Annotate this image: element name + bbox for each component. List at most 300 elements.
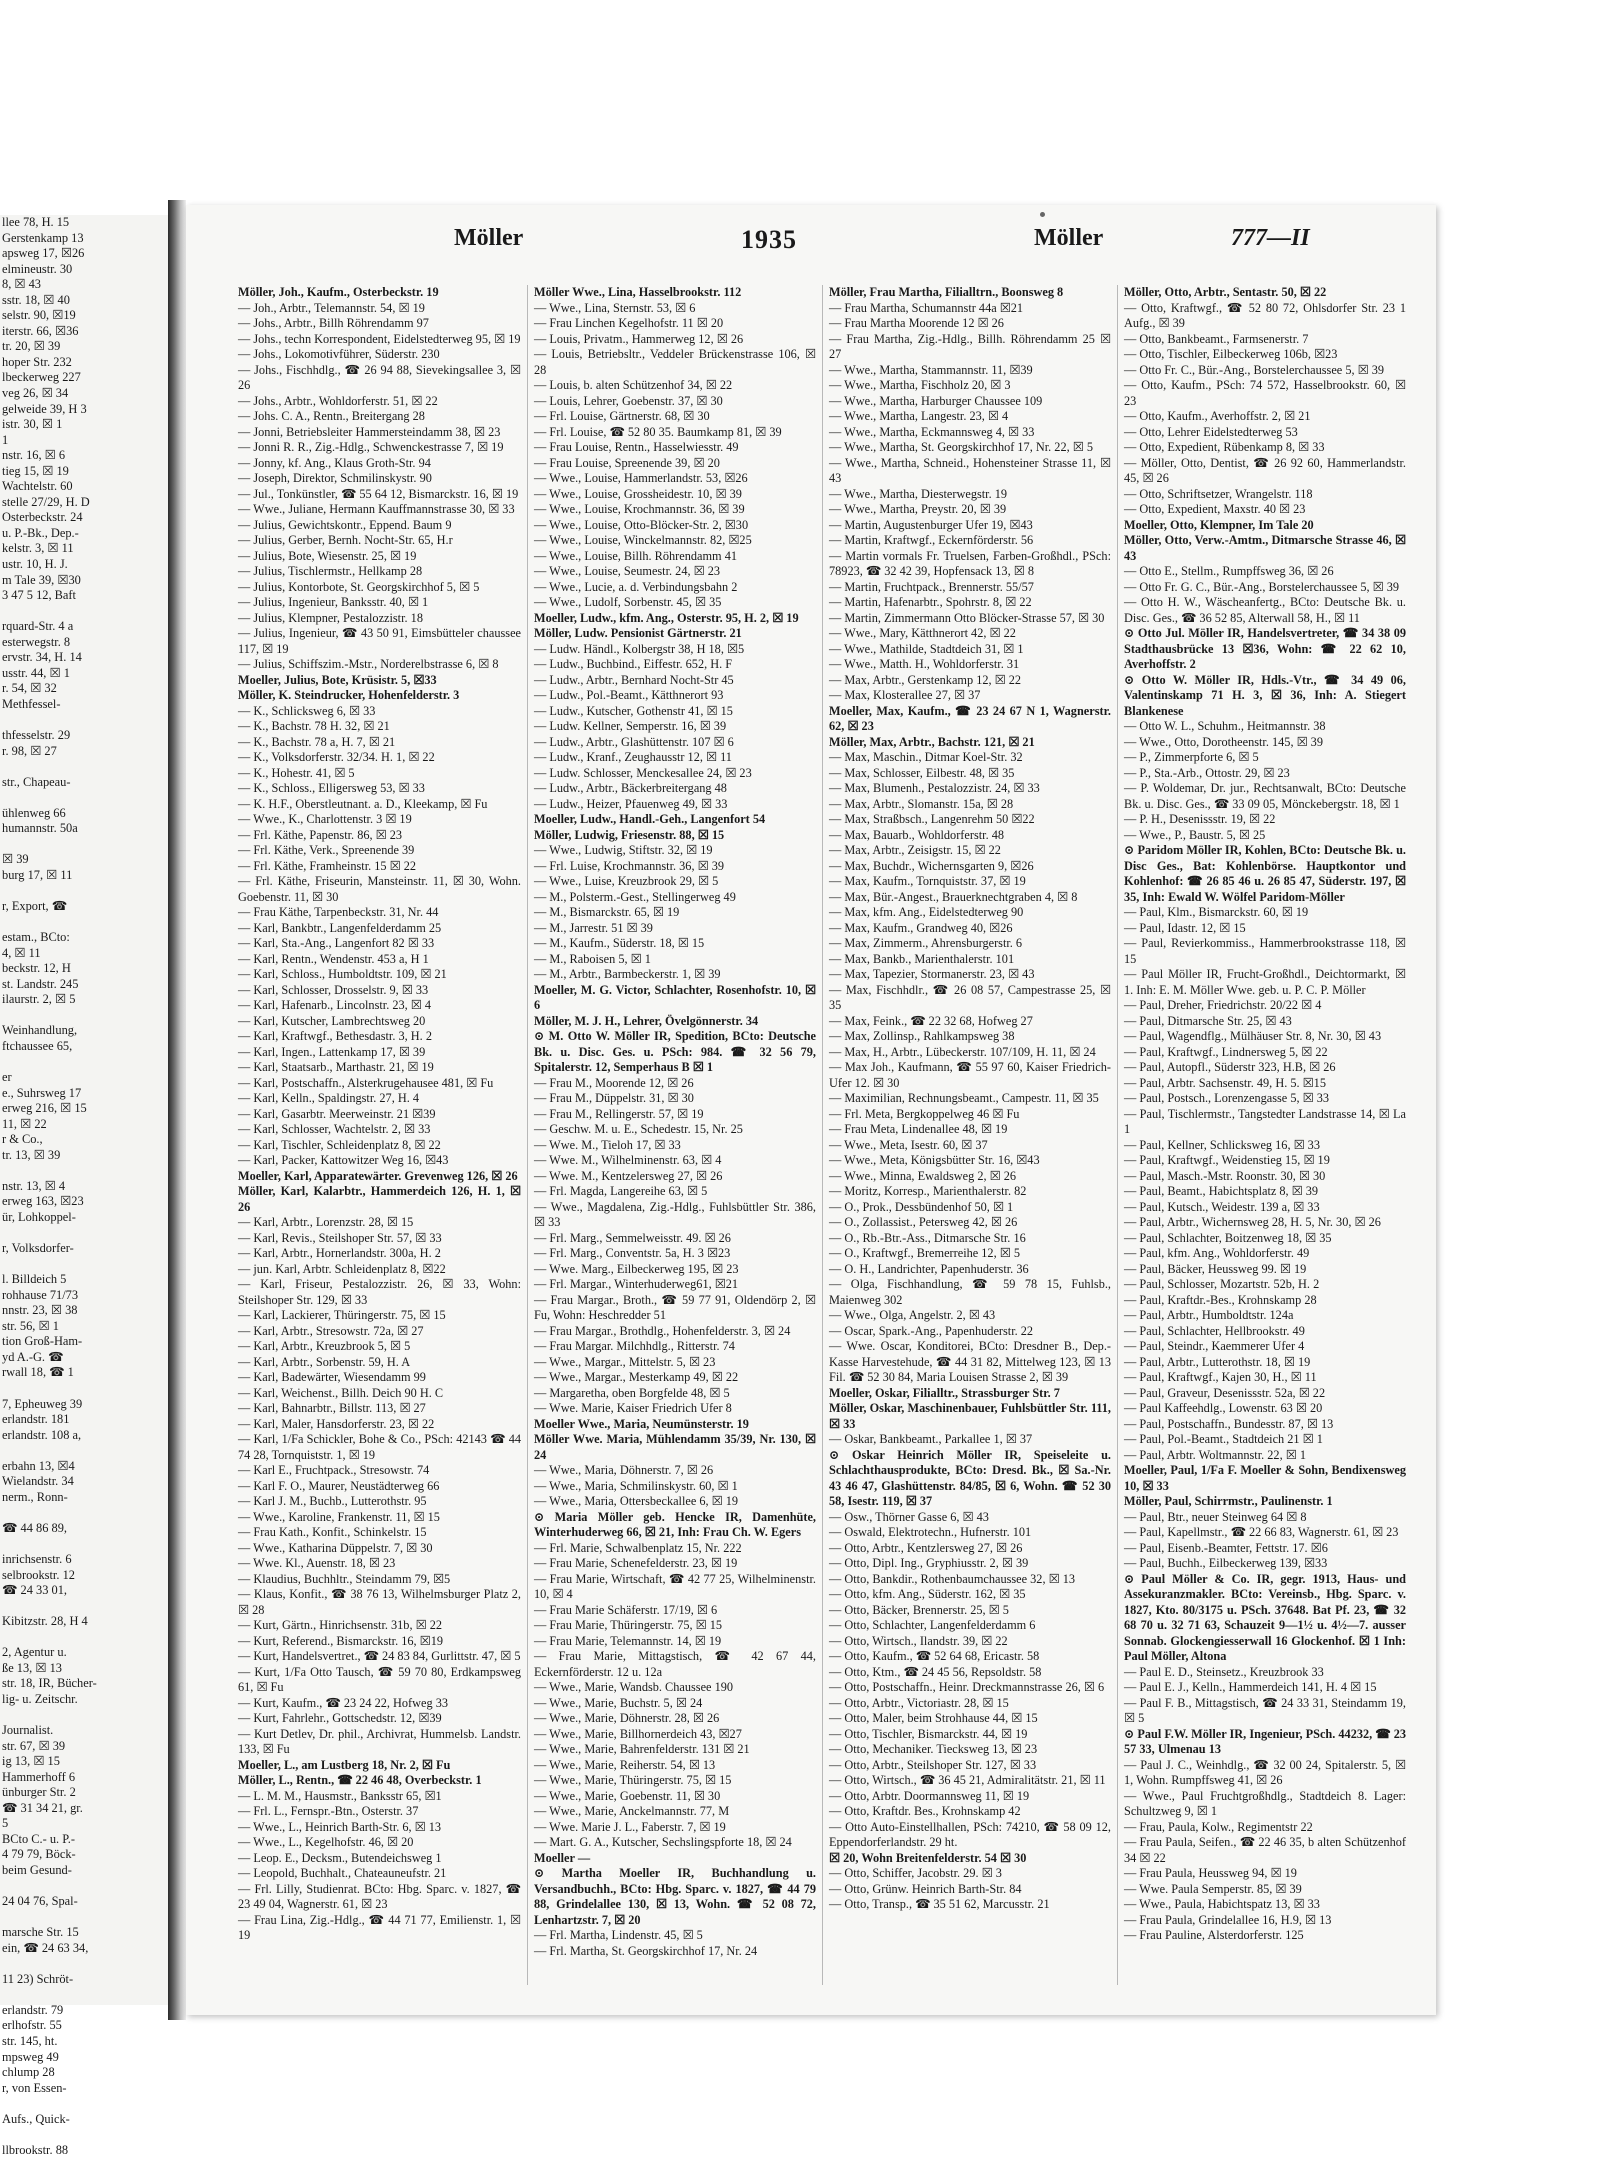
directory-entry: Moeller, Otto, Klempner, Im Tale 20 — [1124, 517, 1314, 532]
directory-entry: — Frau Louise, Rentn., Hasselwiesstr. 49 — [534, 440, 739, 454]
directory-entry: — Frau Paula, Grindelallee 16, H.9, ☒ 13 — [1124, 1912, 1332, 1927]
directory-entry: — Oscar, Spark.-Ang., Papenhuderstr. 22 — [829, 1323, 1034, 1338]
directory-entry: — Otto, Schlachter, Langenfelderdamm 6 — [829, 1618, 1036, 1632]
directory-entry: — M., Bismarckstr. 65, ☒ 19 — [534, 905, 680, 919]
directory-entry: — Frl. Luise, Krochmannstr. 36, ☒ 39 — [534, 858, 724, 873]
directory-entry: — Karl, Friseur, Pestalozzistr. 26, ☒ 33, Wohn: Steilshoper Str. 129, ☒ 33 — [238, 1277, 521, 1307]
directory-entry: — L. M. M., Hausmstr., Banksstr 65, ☒1 — [238, 1788, 442, 1803]
prev-page-line: selstr. 90, ☒19 — [2, 308, 76, 323]
directory-entry: — Frau Kath., Konfit., Schinkelstr. 15 — [238, 1525, 427, 1539]
directory-entry: — Frl. Martha, Lindenstr. 45, ☒ 5 — [534, 1928, 703, 1942]
directory-entry: — Wwe., Ludwig, Stiftstr. 32, ☒ 19 — [534, 843, 713, 857]
directory-entry: — Paul, Kellner, Schlicksweg 16, ☒ 33 — [1124, 1137, 1320, 1152]
prev-page-line: str. 18, IR, Bücher- — [2, 1676, 97, 1691]
directory-entry: Möller, Oskar, Maschinenbauer, Fuhlsbüttler Str. 111, ☒ 33 — [829, 1401, 1111, 1431]
directory-entry: Möller, Ludw. Pensionist Gärtnerstr. 21 — [534, 626, 742, 640]
directory-entry: — Wwe., Marie, Anckelmannstr. 77, M — [534, 1804, 730, 1818]
directory-entry: — K., Schlicksweg 6, ☒ 33 — [238, 703, 376, 718]
directory-entry: — Frau Marie, Thüringerstr. 75, ☒ 15 — [534, 1618, 723, 1632]
prev-page-line — [0, 1708, 168, 1724]
directory-entry: — Max, kfm. Ang., Eidelstedterweg 90 — [829, 905, 1024, 919]
directory-entry: — Otto H. W., Wäscheanfertg., BCto: Deutsche Bk. u. Disc. Ges., ☎ 36 52 85, Alterwall 58, H., ☒ 11 — [1124, 595, 1406, 625]
directory-entry: — Wwe., Maria, Schmilinskystr. 60, ☒ 1 — [534, 1478, 738, 1493]
directory-entry: — Wwe., K., Charlottenstr. 3 ☒ 19 — [238, 812, 412, 826]
directory-entry: ⊙ Paul F.W. Möller IR, Ingenieur, PSch. 44232, ☎ 23 57 33, Ulmenau 13 — [1124, 1726, 1406, 1756]
directory-entry: — Wwe., Katharina Düppelstr. 7, ☒ 30 — [238, 1540, 433, 1555]
directory-entry: — Karl, Bankbtr., Langenfelderdamm 25 — [238, 920, 442, 935]
directory-entry: — Ludw., Kranf., Zeughausstr 12, ☒ 11 — [534, 750, 732, 764]
prev-page-line: ervstr. 34, H. 14 — [2, 650, 82, 665]
directory-entry: — Max, Bauarb., Wohldorferstr. 48 — [829, 827, 1005, 842]
directory-entry: — Frau Lina, Zig.-Hdlg., ☎ 44 71 77, Emilienstr. 1, ☒ 19 — [238, 1912, 521, 1942]
directory-entry: — Leop. E., Decksm., Butendeichsweg 1 — [238, 1850, 442, 1865]
directory-entry: — Frl. Magda, Langereihe 63, ☒ 5 — [534, 1184, 708, 1198]
directory-entry: — Karl, Hafenarb., Lincolnstr. 23, ☒ 4 — [238, 998, 432, 1012]
directory-entry: — Paul, Kraftwgf., Kajen 30, H., ☒ 11 — [1124, 1370, 1317, 1384]
directory-entry: — Olga, Fischhandlung, ☎ 59 78 15, Fuhlsb., Maienweg 302 — [829, 1277, 1111, 1307]
column-1 — [232, 285, 527, 1985]
directory-entry: — Otto, Ktm., ☎ 24 45 56, Repsoldstr. 58 — [829, 1664, 1042, 1679]
directory-entry: — Frau Martha, Schumannstr 44a ☒21 — [829, 300, 1024, 315]
directory-entry: Moeller, M. G. Victor, Schlachter, Rosenhofstr. 10, ☒ 6 — [534, 982, 816, 1012]
directory-entry: — Julius, Klempner, Pestalozzistr. 18 — [238, 610, 423, 625]
directory-entry: — Wwe., Mathilde, Stadtdeich 31, ☒ 1 — [829, 641, 1024, 656]
directory-entry: — Wwe., Martha, Langestr. 23, ☒ 4 — [829, 409, 1009, 423]
directory-entry: — Julius, Gewichtskontr., Eppend. Baum 9 — [238, 517, 452, 532]
directory-entry: — Paul, Ditmarsche Str. 25, ☒ 43 — [1124, 1013, 1292, 1028]
prev-page-line: m Tale 39, ☒30 — [2, 572, 81, 587]
directory-entry: — Jonni R. R., Zig.-Hdlg., Schwenckestrasse 7, ☒ 19 — [238, 440, 504, 454]
directory-entry: — Paul, kfm. Ang., Wohldorferstr. 49 — [1124, 1246, 1310, 1260]
directory-entry: — Wwe., Louise, Krochmannstr. 36, ☒ 39 — [534, 502, 745, 516]
directory-entry: Moeller — — [534, 1850, 591, 1865]
directory-entry: — Max Joh., Kaufmann, ☎ 55 97 60, Kaiser Friedrich-Ufer 12. ☒ 30 — [829, 1060, 1111, 1090]
directory-entry: — Wwe. Paula Semperstr. 85, ☒ 39 — [1124, 1881, 1302, 1896]
prev-page-line: nerm., Ronn- — [2, 1489, 68, 1504]
directory-entry: — Max, Klosterallee 27, ☒ 37 — [829, 688, 981, 702]
prev-page-line — [0, 604, 168, 620]
prev-page-line: 11, ☒ 22 — [2, 1116, 47, 1131]
directory-entry: — Frau Paula, Seifen., ☎ 22 46 35, b alten Schützenhof 34 ☒ 22 — [1124, 1835, 1406, 1865]
prev-page-line: apsweg 17, ☒26 — [2, 246, 85, 261]
directory-entry: — Paul, Schlosser, Mozartstr. 52b, H. 2 — [1124, 1277, 1320, 1291]
directory-entry: — Max, Zimmerm., Ahrensburgerstr. 6 — [829, 936, 1023, 950]
directory-entry: — Max, Straßbsch., Langenrehm 50 ☒22 — [829, 812, 1035, 826]
directory-entry: — Wwe., Martha, Stammannstr. 11, ☒39 — [829, 362, 1033, 377]
directory-entry: — Martin, Kraftwgf., Eckernförderstr. 56 — [829, 533, 1034, 547]
prev-page-line — [0, 1956, 168, 1972]
directory-entry: — K., Schloss., Elligersweg 53, ☒ 33 — [238, 781, 425, 795]
prev-page-line: 3 47 5 12, Baft — [2, 588, 76, 603]
directory-entry: — Max, Fischhdlr., ☎ 26 08 57, Campestrasse 25, ☒ 35 — [829, 982, 1111, 1012]
prev-page-line: beim Gesund- — [2, 1862, 72, 1877]
directory-entry: — Wwe., Lucie, a. d. Verbindungsbahn 2 — [534, 579, 738, 594]
directory-entry: — Wwe., Mary, Kätthnerort 42, ☒ 22 — [829, 626, 1016, 640]
directory-entry: — O., Rb.-Btr.-Ass., Ditmarsche Str. 16 — [829, 1230, 1026, 1245]
directory-entry: — Wwe., Martha, St. Georgskirchhof 17, Nr. 22, ☒ 5 — [829, 440, 1093, 454]
prev-page-line: tion Groß-Ham- — [2, 1334, 83, 1349]
directory-entry: — Frau, Paula, Kolw., Regimentstr 22 — [1124, 1819, 1313, 1834]
prev-page-line: rquard-Str. 4 a — [2, 619, 74, 634]
directory-entry: — Otto Auto-Einstellhallen, PSch: 74210, ☎ 58 09 12, Eppendorferlandstr. 29 ht. — [829, 1819, 1111, 1849]
directory-entry: — Max, Kaufm., Tornquiststr. 37, ☒ 19 — [829, 874, 1026, 888]
directory-entry: — Wwe., Marie, Goebenstr. 11, ☒ 30 — [534, 1788, 721, 1803]
directory-entry: — Paul, Kapellmstr., ☎ 22 66 83, Wagnerstr. 61, ☒ 23 — [1124, 1525, 1399, 1539]
directory-entry: — Max, Kaufm., Grandweg 40, ☒26 — [829, 920, 1013, 935]
prev-page-line: str. 56, ☒ 1 — [2, 1318, 59, 1333]
directory-entry: — Wwe., Minna, Ewaldsweg 2, ☒ 26 — [829, 1168, 1017, 1183]
prev-page-line: humannstr. 50a — [2, 821, 78, 836]
directory-entry: — Wwe., Marie, Buchstr. 5, ☒ 24 — [534, 1695, 703, 1710]
directory-entry: Moeller, Max, Kaufm., ☎ 23 24 67 N 1, Wagnerstr. 62, ☒ 23 — [829, 703, 1111, 733]
prev-page-line — [0, 884, 168, 900]
directory-entry: Möller, K. Steindrucker, Hohenfelderstr. 3 — [238, 688, 460, 702]
directory-entry: — Wwe., Matth. H., Wohldorferstr. 31 — [829, 657, 1020, 671]
prev-page-line: rohhause 71/73 — [2, 1287, 79, 1302]
directory-entry: — Wwe., Marie, Döhnerstr. 28, ☒ 26 — [534, 1711, 720, 1725]
directory-entry: — Frau Margar., Brothdlg., Hohenfelderstr. 3, ☒ 24 — [534, 1323, 791, 1338]
prev-page-line: ☎ 24 33 01, — [2, 1583, 67, 1598]
directory-entry: — Paul Möller IR, Frucht-Großhdl., Deichtormarkt, ☒ 1. Inh: E. M. Möller Wwe. geb. u. P. C. P. Möller — [1124, 967, 1406, 997]
directory-entry: — Karl, Rentn., Wendenstr. 453 a, H 1 — [238, 951, 429, 966]
directory-entry: — Frl. Käthe, Friseurin, Mansteinstr. 11, ☒ 30, Wohn. Goebenstr. 11, ☒ 30 — [238, 874, 521, 904]
directory-entry: — Ludw., Arbtr., Bernhard Nocht-Str 45 — [534, 672, 734, 687]
directory-entry: — Frau Paula, Heussweg 94, ☒ 19 — [1124, 1866, 1297, 1880]
directory-entry: — Max, Tapezier, Stormanerstr. 23, ☒ 43 — [829, 967, 1035, 981]
prev-page-line: stelle 27/29, H. D — [2, 494, 90, 509]
directory-entry: — Frau Marie, Wirtschaft, ☎ 42 77 25, Wilhelminenstr. 10, ☒ 4 — [534, 1571, 816, 1601]
directory-entry: — Kurt Detlev, Dr. phil., Archivrat, Hummelsb. Landstr. 133, ☒ Fu — [238, 1726, 521, 1756]
directory-entry: — Wwe., Louise, Winckelmannstr. 82, ☒25 — [534, 533, 752, 547]
prev-page-line: beckstr. 12, H — [2, 961, 71, 976]
prev-page-line — [0, 1008, 168, 1024]
prev-page-line: 4, ☒ 11 — [2, 945, 41, 960]
directory-entry: — Frl. Marg., Semmelweisstr. 49. ☒ 26 — [534, 1230, 731, 1245]
directory-entry: — Paul, Arbtr., Wichernsweg 28, H. 5, Nr. 30, ☒ 26 — [1124, 1215, 1381, 1229]
prev-page-line: nstr. 13, ☒ 4 — [2, 1178, 66, 1193]
directory-entry: — Moritz, Korresp., Marienthalerstr. 82 — [829, 1184, 1027, 1198]
directory-entry: — Wwe., Juliane, Hermann Kauffmannstrasse 30, ☒ 33 — [238, 502, 515, 516]
prev-page-line: r, Export, ☎ — [2, 899, 68, 914]
prev-page-line: Hammerhoff 6 — [2, 1769, 76, 1784]
directory-entry: — Karl, Revis., Steilshoper Str. 57, ☒ 33 — [238, 1230, 442, 1245]
directory-entry: — Joh., Arbtr., Telemannstr. 54, ☒ 19 — [238, 300, 425, 315]
prev-page-line: burg 17, ☒ 11 — [2, 867, 73, 882]
directory-entry: — Paul, Kraftdr.-Bes., Krohnskamp 28 — [1124, 1292, 1317, 1307]
directory-columns — [232, 285, 1412, 1985]
prev-page-line — [0, 2127, 168, 2143]
directory-entry: — Johs., techn Korrespondent, Eidelstedterweg 95, ☒ 19 — [238, 331, 521, 346]
prev-page-line: str. 145, ht. — [2, 2033, 58, 2048]
directory-entry: — Julius, Tischlermstr., Hellkamp 28 — [238, 564, 423, 578]
directory-entry: — Paul, Steindr., Kaemmerer Ufer 4 — [1124, 1339, 1305, 1353]
directory-entry: — Paul, Bäcker, Heussweg 99. ☒ 19 — [1124, 1261, 1307, 1276]
directory-entry: — M., Jarrestr. 51 ☒ 39 — [534, 920, 653, 935]
directory-entry: — Oswald, Elektrotechn., Hufnerstr. 101 — [829, 1525, 1032, 1539]
directory-entry: — Karl, Arbtr., Sorbenstr. 59, H. A — [238, 1354, 411, 1369]
header-name-right: Möller — [1034, 225, 1104, 251]
directory-entry: — Louis, b. alten Schützenhof 34, ☒ 22 — [534, 378, 733, 392]
directory-entry: — Max, H., Arbtr., Lübeckerstr. 107/109, H. 11, ☒ 24 — [829, 1044, 1096, 1059]
directory-entry: — M., Polsterm.-Gest., Stellingerweg 49 — [534, 889, 736, 904]
directory-entry: — Paul, Klm., Bismarckstr. 60, ☒ 19 — [1124, 905, 1309, 919]
directory-entry: — Osw., Thörner Gasse 6, ☒ 43 — [829, 1509, 989, 1524]
directory-entry: — Karl, Arbtr., Hornerlandstr. 300a, H. 2 — [238, 1246, 441, 1260]
directory-entry: — Paul, Pol.-Beamt., Stadtdeich 21 ☒ 1 — [1124, 1432, 1323, 1446]
prev-page-line: chlump 28 — [2, 2065, 55, 2080]
directory-entry: — Wwe., Luise, Kreuzbrook 29, ☒ 5 — [534, 874, 719, 888]
prev-page-line: Journalist. — [2, 1723, 54, 1738]
directory-entry: — Frl. Käthe, Framheinstr. 15 ☒ 22 — [238, 858, 417, 873]
prev-page-line — [0, 1910, 168, 1926]
directory-entry: — Otto, Wirtsch., ☎ 36 45 21, Admiralitätstr. 21, ☒ 11 — [829, 1773, 1106, 1787]
directory-entry: ⊙ Otto W. Möller IR, Hdls.-Vtr., ☎ 34 49 06, Valentinskamp 71 H. 3, ☒ 36, Inh: A. Stiegert Blankenese — [1124, 672, 1406, 718]
directory-entry: — Paul, Revierkommiss., Hammerbrookstrasse 118, ☒ 15 — [1124, 936, 1406, 966]
prev-page-line — [0, 1879, 168, 1895]
directory-entry: — M., Arbtr., Barmbeckerstr. 1, ☒ 39 — [534, 967, 721, 981]
directory-entry: — Max, Arbtr., Zeisigstr. 15, ☒ 22 — [829, 843, 1001, 857]
directory-entry: — Kurt, Referend., Bismarckstr. 16, ☒19 — [238, 1633, 444, 1648]
directory-entry: — P., Zimmerpforte 6, ☒ 5 — [1124, 750, 1259, 764]
directory-entry: — Wwe., Martha, Diesterwegstr. 19 — [829, 486, 1008, 501]
directory-entry: — Julius, Ingenieur, ☎ 43 50 91, Eimsbütteler chaussee 117, ☒ 19 — [238, 626, 521, 656]
directory-entry: — Wwe., Marie, Reiherstr. 54, ☒ 13 — [534, 1757, 716, 1772]
directory-entry: — Ludw., Pol.-Beamt., Kätthnerort 93 — [534, 688, 724, 702]
prev-page-line: st. Landstr. 245 — [2, 976, 79, 991]
directory-entry: — Frl. Lilly, Studienrat. BCto: Hbg. Sparc. v. 1827, ☎ 23 49 04, Wagnerstr. 61, ☒ 23 — [238, 1881, 521, 1911]
directory-entry: — Karl, Schlosser, Drosselstr. 9, ☒ 33 — [238, 982, 429, 997]
directory-entry: Möller Wwe. Maria, Mühlendamm 35/39, Nr. 130, ☒ 24 — [534, 1432, 816, 1462]
directory-entry: — Paul, Kraftwgf., Lindnersweg 5, ☒ 22 — [1124, 1044, 1328, 1059]
directory-entry: — Karl, Kelln., Spaldingstr. 27, H. 4 — [238, 1091, 420, 1105]
directory-entry: — Johs., Fischhdlg., ☎ 26 94 88, Sievekingsallee 3, ☒ 26 — [238, 362, 521, 392]
directory-entry: — Paul Kaffeehdlg., Lowenstr. 63 ☒ 20 — [1124, 1401, 1323, 1415]
prev-page-line: Wachtelstr. 60 — [2, 479, 73, 494]
prev-page-line: 11 23) Schröt- — [2, 1971, 74, 1986]
directory-entry: — Frau Marie, Mittagstisch, ☎ 42 67 44, Eckernförderstr. 12 u. 12a — [534, 1649, 816, 1679]
directory-entry: — Max, Maschin., Ditmar Koel-Str. 32 — [829, 750, 1023, 764]
prev-page-line — [0, 713, 168, 729]
directory-entry: — Wwe. Kl., Auenstr. 18, ☒ 23 — [238, 1556, 396, 1570]
prev-page-line: erbahn 13, ☒4 — [2, 1458, 75, 1473]
directory-entry: — O., Zollassist., Petersweg 42, ☒ 26 — [829, 1215, 1018, 1229]
prev-page-line: erlandstr. 79 — [2, 2002, 64, 2017]
prev-page-line — [0, 1055, 168, 1071]
directory-entry: — Paul, Autopfl., Süderstr 323, H.B, ☒ 26 — [1124, 1060, 1336, 1074]
directory-entry: — Otto, Schriftsetzer, Wrangelstr. 118 — [1124, 486, 1313, 501]
directory-entry: — Paul, Kutsch., Weidestr. 139 a, ☒ 33 — [1124, 1199, 1320, 1214]
prev-page-line — [0, 1987, 168, 2003]
directory-entry: — Paul, Beamt., Habichtsplatz 8, ☒ 39 — [1124, 1184, 1319, 1198]
directory-entry: — Kurt, Fahrlehr., Gottschedstr. 12, ☒39 — [238, 1711, 442, 1725]
prev-page-line: llbrookstr. 88 — [2, 2142, 69, 2157]
directory-entry: — Otto, Arbtr. Doormannsweg 11, ☒ 19 — [829, 1788, 1030, 1803]
prev-page-line: Kibitzstr. 28, H 4 — [2, 1614, 88, 1629]
directory-entry: — Geschw. M. u. E., Schedestr. 15, Nr. 25 — [534, 1122, 743, 1136]
directory-entry: — Louis, Betriebsltr., Veddeler Brückenstrasse 106, ☒ 28 — [534, 347, 816, 377]
prev-page-line: veg 26, ☒ 34 — [2, 386, 69, 401]
prev-page-line: inrichsenstr. 6 — [2, 1552, 72, 1567]
prev-page-line: ein, ☎ 24 63 34, — [2, 1940, 89, 1955]
directory-entry: — Ludw., Buchbind., Eiffestr. 652, H. F — [534, 657, 733, 671]
directory-entry: — Martin, Augustenburger Ufer 19, ☒43 — [829, 517, 1033, 532]
directory-entry: — Kurt, Kaufm., ☎ 23 24 22, Hofweg 33 — [238, 1695, 448, 1710]
prev-page-line: iterstr. 66, ☒36 — [2, 323, 79, 338]
directory-entry: — Wwe. Marie J. L., Faberstr. 7, ☒ 19 — [534, 1819, 726, 1834]
directory-entry: — Ludw. Händl., Kolbergstr 38, H 18, ☒5 — [534, 641, 745, 656]
directory-entry: — Otto W. L., Schuhm., Heitmannstr. 38 — [1124, 719, 1326, 733]
prev-page-line: nstr. 16, ☒ 6 — [2, 448, 66, 463]
directory-entry: — Wwe., Martha, Schneid., Hohensteiner Strasse 11, ☒ 43 — [829, 455, 1111, 485]
prev-page-line: kelstr. 3, ☒ 11 — [2, 541, 74, 556]
directory-entry: — Wwe., Marie, Bahrenfelderstr. 131 ☒ 21 — [534, 1742, 750, 1756]
prev-page-line: tr. 20, ☒ 39 — [2, 339, 61, 354]
directory-entry: — Jul., Tonkünstler, ☎ 55 64 12, Bismarckstr. 16, ☒ 19 — [238, 486, 519, 501]
prev-page-line: ☎ 31 34 21, gr. — [2, 1800, 83, 1815]
directory-entry: — Frl. Meta, Bergkoppelweg 46 ☒ Fu — [829, 1106, 1020, 1121]
prev-page-line — [0, 790, 168, 806]
directory-entry: — Otto, Bäcker, Brennerstr. 25, ☒ 5 — [829, 1602, 1009, 1617]
directory-entry: — Wwe., Maria, Ottersbeckallee 6, ☒ 19 — [534, 1494, 739, 1508]
directory-entry: — Frau Martha Moorende 12 ☒ 26 — [829, 316, 1004, 330]
directory-entry: — Karl, Staatsarb., Marthastr. 21, ☒ 19 — [238, 1060, 434, 1074]
directory-entry: — Möller, Otto, Dentist, ☎ 26 92 60, Hammerlandstr. 45, ☒ 26 — [1124, 455, 1406, 485]
directory-entry: — Otto, Kaufm., ☎ 52 64 68, Ericastr. 58 — [829, 1649, 1040, 1663]
directory-entry: — Wwe., Magdalena, Zig.-Hdlg., Fuhlsbüttler Str. 386, ☒ 33 — [534, 1199, 816, 1229]
directory-entry: — Wwe., Lina, Sternstr. 53, ☒ 6 — [534, 300, 696, 315]
directory-entry: — Martin vormals Fr. Truelsen, Farben-Großhdl., PSch: 78923, ☎ 32 42 39, Hopfensack 13, ☒ 8 — [829, 548, 1111, 578]
directory-entry: — Otto, Mechaniker. Tiecksweg 13, ☒ 23 — [829, 1742, 1038, 1756]
directory-entry: — Frl. L., Fernspr.-Btn., Osterstr. 37 — [238, 1804, 419, 1818]
directory-entry: — Karl, Packer, Kattowitzer Weg 16, ☒43 — [238, 1153, 449, 1167]
prev-page-line: 24 04 76, Spal- — [2, 1894, 78, 1909]
column-2 — [527, 285, 822, 1985]
directory-entry: — Paul E. J., Kelln., Hammerdeich 141, H. 4 ☒ 15 — [1124, 1680, 1377, 1694]
directory-entry: Moeller, Oskar, Filialltr., Strassburger Str. 7 — [829, 1385, 1060, 1400]
directory-entry: — Karl, Weichenst., Billh. Deich 90 H. C — [238, 1385, 444, 1400]
prev-page-line: llee 78, H. 15 — [2, 215, 70, 229]
prev-page-line: r & Co., — [2, 1132, 43, 1147]
directory-entry: — Wwe., Paula, Habichtspatz 13, ☒ 33 — [1124, 1897, 1320, 1911]
prev-page-line: r, von Essen- — [2, 2080, 67, 2095]
directory-entry: — Karl, Sta.-Ang., Langenfort 82 ☒ 33 — [238, 936, 435, 950]
directory-entry: — Paul, Schlachter, Boitzenweg 18, ☒ 35 — [1124, 1230, 1332, 1245]
directory-entry: — Paul, Schlachter, Hellbrookstr. 49 — [1124, 1323, 1305, 1338]
directory-entry: ⊙ Paridom Möller IR, Kohlen, BCto: Deutsche Bk. u. Disc Ges., Bat: Kohlenbörse. Hauptkontor und Kohlenhof: ☎ 26 85 46 u. 26 85 47, Süderstr. 197, ☒ 35, Inh: Ewald W. Wölfel Paridom-Möller — [1124, 843, 1406, 904]
directory-entry: — Ludw. Schlosser, Menckesallee 24, ☒ 23 — [534, 765, 752, 780]
prev-page-line: erlhofstr. 55 — [2, 2018, 62, 2033]
directory-entry: — Wwe., Marie, Wandsb. Chaussee 190 — [534, 1680, 734, 1694]
directory-entry: — Klaudius, Buchhltr., Steindamm 79, ☒5 — [238, 1571, 451, 1586]
prev-page-line — [0, 915, 168, 931]
directory-entry: — Frau Marie, Schenefelderstr. 23, ☒ 19 — [534, 1556, 738, 1570]
directory-entry: — Otto, Bankbeamt., Farmsenerstr. 7 — [1124, 331, 1309, 346]
directory-entry: — Frau Margar., Broth., ☎ 59 77 91, Oldendörp 2, ☒ Fu, Wohn: Heschredder 51 — [534, 1292, 816, 1322]
directory-entry: ☒ 20, Wohn Breitenfelderstr. 54 ☒ 30 — [829, 1850, 1027, 1865]
directory-entry: — Frau Marie Schäferstr. 17/19, ☒ 6 — [534, 1602, 718, 1617]
directory-entry: — Wwe., Marie, Billhornerdeich 43, ☒27 — [534, 1726, 742, 1741]
prev-page-line — [0, 1381, 168, 1397]
directory-entry: — Klaus, Konfit., ☎ 38 76 13, Wilhelmsburger Platz 2, ☒ 28 — [238, 1587, 521, 1617]
directory-entry: — Karl, Arbtr., Stresowstr. 72a, ☒ 27 — [238, 1323, 424, 1338]
directory-entry: — Johs., Arbtr., Wohldorferstr. 51, ☒ 22 — [238, 393, 438, 408]
directory-entry: — O., Prok., Dessbündenhof 50, ☒ 1 — [829, 1199, 1014, 1214]
directory-entry: — Kurt, 1/Fa Otto Tausch, ☎ 59 70 80, Erdkampsweg 61, ☒ Fu — [238, 1664, 521, 1694]
directory-entry: — Ludw., Heizer, Pfauenweg 49, ☒ 33 — [534, 796, 728, 811]
directory-entry: — Paul, Postsch., Lorenzengasse 5, ☒ 33 — [1124, 1091, 1330, 1105]
prev-page-line — [0, 2096, 168, 2112]
directory-entry: — P., Sta.-Arb., Ottostr. 29, ☒ 23 — [1124, 765, 1290, 780]
directory-entry: — Wwe. Oscar, Konditorei, BCto: Dresdner B., Dep.-Kasse Harvestehude, ☎ 44 31 82, Mittelweg 123, ☒ 13 Fil. ☎ 52 30 84, Maria Louisen Strasse 2, ☒ 39 — [829, 1339, 1111, 1384]
directory-entry: — Max, Feink., ☎ 22 32 68, Hofweg 27 — [829, 1013, 1033, 1028]
directory-entry: Moeller Wwe., Maria, Neumünsterstr. 19 — [534, 1416, 749, 1431]
directory-entry: — Karl F. O., Maurer, Neustädterweg 66 — [238, 1478, 440, 1493]
directory-entry: — Otto, Kaufm., Averhoffstr. 2, ☒ 21 — [1124, 409, 1311, 423]
directory-entry: — Leopold, Buchhalt., Chateauneufstr. 21 — [238, 1866, 447, 1880]
prev-page-line: tr. 13, ☒ 39 — [2, 1147, 61, 1162]
directory-entry: — Frau M., Rellingerstr. 57, ☒ 19 — [534, 1106, 704, 1121]
prev-page-line — [0, 1630, 168, 1646]
directory-entry: — K. H.F., Oberstleutnant. a. D., Kleekamp, ☒ Fu — [238, 796, 488, 811]
prev-page-line: 7, Epheuweg 39 — [2, 1396, 83, 1411]
directory-entry: — Paul, Dreher, Friedrichstr. 20/22 ☒ 4 — [1124, 998, 1322, 1012]
directory-entry: — Paul, Btr., neuer Steinweg 64 ☒ 8 — [1124, 1509, 1307, 1524]
prev-page-line: 5 — [2, 1816, 9, 1831]
prev-page-line — [0, 1226, 168, 1242]
directory-entry: — Max, Blumenh., Pestalozzistr. 24, ☒ 33 — [829, 781, 1040, 795]
prev-page-line: estam., BCto: — [2, 930, 70, 945]
directory-entry: — Frl. Louise, ☎ 52 80 35. Baumkamp 81, ☒ 39 — [534, 424, 782, 439]
directory-entry: — Frau Linchen Kegelhofstr. 11 ☒ 20 — [534, 316, 724, 330]
directory-entry: — Otto, Kraftwgf., ☎ 52 80 72, Ohlsdorfer Str. 23 1 Aufg., ☒ 39 — [1124, 300, 1406, 330]
directory-entry: — Karl, Schlosser, Wachtelstr. 2, ☒ 33 — [238, 1122, 431, 1136]
directory-entry: — Otto, Schiffer, Jacobstr. 29. ☒ 3 — [829, 1866, 1002, 1880]
directory-entry: — Wwe., Karoline, Frankenstr. 11, ☒ 15 — [238, 1509, 440, 1524]
directory-entry: — Karl, Ingen., Lattenkamp 17, ☒ 39 — [238, 1044, 426, 1059]
directory-entry: — Frau Margar. Milchhdlg., Ritterstr. 74 — [534, 1339, 735, 1353]
directory-entry: — Otto, Bankdir., Rothenbaumchaussee 32, ☒ 13 — [829, 1571, 1075, 1586]
prev-page-line: e., Suhrsweg 17 — [2, 1085, 82, 1100]
directory-entry: Moeller, Ludw., Handl.-Geh., Langenfort 54 — [534, 812, 766, 826]
directory-entry: — Karl, Bahnarbtr., Billstr. 113, ☒ 27 — [238, 1401, 426, 1415]
prev-page-line: u. P.-Bk., Dep.- — [2, 525, 79, 540]
prev-page-line — [0, 1536, 168, 1552]
directory-entry: — Max, Bankb., Marienthalerstr. 101 — [829, 951, 1015, 966]
directory-entry: Moeller, Karl, Apparatewärter. Grevenweg 126, ☒ 26 — [238, 1168, 518, 1183]
directory-entry: ⊙ Oskar Heinrich Möller IR, Speiseleite u. Schlachthausprodukte, BCto: Dresd. Bk., ☒ Sa.-Nr. 43 46 47, Glashüttenstr. 84/85, ☒ 6, Wohn. ☎ 52 30 58, Isestr. 119, ☒ 37 — [829, 1447, 1111, 1508]
directory-entry: — Paul, Idastr. 12, ☒ 15 — [1124, 920, 1246, 935]
directory-entry: ⊙ M. Otto W. Möller IR, Spedition, BCto: Deutsche Bk. u. Disc. Ges. u. PSch: 984. ☎ 32 56 79, Spitalerstr. 12, Semperhaus B ☒ 1 — [534, 1029, 816, 1074]
prev-page-line: r. 98, ☒ 27 — [2, 743, 57, 758]
prev-page-line: str. 67, ☒ 39 — [2, 1738, 66, 1753]
prev-page-line: ilaurstr. 2, ☒ 5 — [2, 992, 76, 1007]
directory-entry: — Karl, Arbtr., Kreuzbrook 5, ☒ 5 — [238, 1339, 411, 1353]
prev-page-line: sstr. 18, ☒ 40 — [2, 292, 70, 307]
directory-entry: — Otto E., Stellm., Rumpffsweg 36, ☒ 26 — [1124, 564, 1334, 578]
directory-entry: — Otto, Kaufm., PSch: 74 572, Hasselbrookstr. 60, ☒ 23 — [1124, 378, 1406, 408]
prev-page-line — [0, 1599, 168, 1615]
previous-page-fragment — [0, 215, 169, 2157]
directory-entry: — Paul E. D., Steinsetz., Kreuzbrook 33 — [1124, 1664, 1324, 1679]
directory-entry: — Wwe., Martha, Fischholz 20, ☒ 3 — [829, 378, 1011, 392]
directory-entry: — Otto, Kraftdr. Bes., Krohnskamp 42 — [829, 1804, 1021, 1818]
directory-entry: — Max, Schlosser, Eilbestr. 48, ☒ 35 — [829, 765, 1015, 780]
directory-entry: — Wwe. M., Wilhelminenstr. 63, ☒ 4 — [534, 1153, 722, 1167]
directory-entry: — O., Kraftwgf., Bremerreihe 12, ☒ 5 — [829, 1246, 1020, 1260]
directory-entry: — Louis, Lehrer, Goebenstr. 37, ☒ 30 — [534, 393, 723, 408]
directory-entry: — Wwe., Margar., Mesterkamp 49, ☒ 22 — [534, 1370, 739, 1384]
directory-entry: — Louis, Privatm., Hammerweg 12, ☒ 26 — [534, 331, 744, 346]
